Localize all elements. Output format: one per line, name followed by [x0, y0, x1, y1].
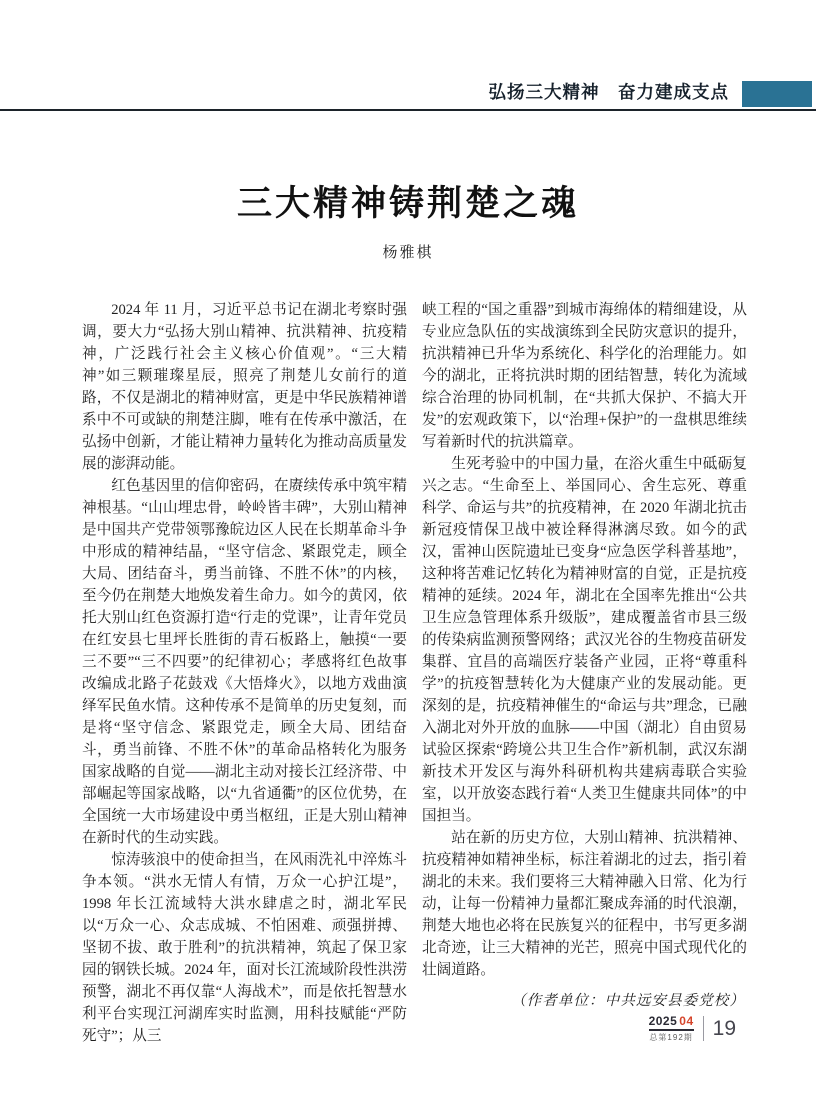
- issue-year: 2025: [648, 1014, 678, 1028]
- paragraph: 生死考验中的中国力量，在浴火重生中砥砺复兴之志。“生命至上、举国同心、舍生忘死、尊重科学、命运与共”的抗疫精神，在 2020 年湖北抗击新冠疫情保卫战中被诠释得淋漓尽致。如今的武汉，雷神山医院遗址已变身“应急医学科普基地”，这种将苦难记忆转化为精神财富的自觉，正是抗疫精神的延续。2024 年，湖北在全国率先推出“公共卫生应急管理体系升级版”，建成覆盖省市县三级的传染病监测预警网络；武汉光谷的生物疫苗研发集群、宜昌的高端医疗装备产业园，正将“尊重科学”的抗疫智慧转化为大健康产业的发展动能。更深刻的是，抗疫精神催生的“命运与共”理念，已融入湖北对外开放的血脉——中国（湖北）自由贸易试验区探索“跨境公共卫生合作”新机制，武汉东湖新技术开发区与海外科研机构共建病毒联合实验室，以开放姿态践行着“人类卫生健康共同体”的中国担当。: [422, 456, 747, 824]
- paragraph: 站在新的历史方位，大别山精神、抗洪精神、抗疫精神如精神坐标，标注着湖北的过去，指引着湖北的未来。我们要将三大精神融入日常、化为行动，让每一份精神力量都汇聚成奔涌的时代浪潮，荆楚大地也必将在民族复兴的征程中，书写更多湖北奇迹，让三大精神的光芒，照亮中国式现代化的壮阔道路。: [422, 830, 747, 978]
- paragraph: 红色基因里的信仰密码，在赓续传承中筑牢精神根基。“山山埋忠骨，岭岭皆丰碑”，大别山精神是中国共产党带领鄂豫皖边区人民在长期革命斗争中形成的精神结晶，“坚守信念、紧跟党走，顾全大局、团结奋斗，勇当前锋、不胜不休”的内核，至今仍在荆楚大地焕发着生命力。如今的黄冈，依托大别山红色资源打造“行走的党课”，让青年党员在红安县七里坪长胜街的青石板路上，触摸“一要三不要”“三不四要”的纪律初心；孝感将红色故事改编成北路子花鼓戏《大悟烽火》，以地方戏曲演绎军民鱼水情。这种传承不是简单的历史复刻，而是将“坚守信念、紧跟党走，顾全大局、团结奋斗，勇当前锋、不胜不休”的革命品格转化为服务国家战略的自觉——湖北主动对接长江经济带、中部崛起等国家战略，以“九省通衢”的区位优势，在全国统一大市场建设中勇当枢纽，正是大别山精神在新时代的生动实践。: [82, 478, 407, 846]
- author-affiliation: （作者单位：中共远安县委党校）: [511, 993, 745, 1009]
- page-number: 19: [712, 1016, 736, 1040]
- folio-divider: [703, 1016, 704, 1041]
- page-folio: [649, 1014, 736, 1043]
- issue-line: [649, 1014, 694, 1031]
- paragraph: 2024 年 11 月，习近平总书记在湖北考察时强调，要大力“弘扬大别山精神、抗洪精神、抗疫精神，广泛践行社会主义核心价值观”。“三大精神”如三颗璀璨星辰，照亮了荆楚儿女前行的道路，不仅是湖北的精神财富，更是中华民族精神谱系中不可或缺的荆楚注脚，唯有在传承中激活，在弘扬中创新，才能让精神力量转化为推动高质量发展的澎湃动能。: [82, 302, 407, 472]
- section-title: 弘扬三大精神 奋力建成支点: [488, 82, 729, 102]
- paragraph: 惊涛骇浪中的使命担当，在风雨洗礼中淬炼斗争本领。“洪水无情人有情，万众一心护江堤”，1998 年长江流域特大洪水肆虐之时，湖北军民以“万众一心、众志成城、不怕困难、顽强拼搏、坚韧不拔、敢于胜利”的抗洪精神，筑起了保卫家园的钢铁长城。2024 年，面对长江流域阶段性洪涝预警，湖北不再仅靠“人海战术”，而是依托智慧水利平台实现江河湖库实时监测，用科技赋能“严防死守”；从三: [82, 852, 407, 1044]
- issue-note: 总第192期: [649, 1033, 693, 1042]
- issue-number: 04: [679, 1014, 694, 1028]
- accent-block: [742, 81, 812, 107]
- paragraph-continuation: 峡工程的“国之重器”到城市海绵体的精细建设，从专业应急队伍的实战演练到全民防灾意识的提升，抗洪精神已升华为系统化、科学化的治理能力。如今的湖北，正将抗洪时期的团结智慧，转化为流域综合治理的协同机制，在“共抓大保护、不搞大开发”的宏观政策下，以“治理+保护”的一盘棋思维续写着新时代的抗洪篇章。: [422, 302, 747, 450]
- article-body: [82, 299, 748, 1047]
- issue-block: [649, 1014, 694, 1043]
- article-title: 三大精神铸荆楚之魂: [236, 184, 579, 223]
- left-column: [82, 299, 407, 1047]
- running-head: [0, 0, 816, 111]
- article-author: 杨雅棋: [382, 245, 434, 261]
- right-column: [422, 299, 747, 1047]
